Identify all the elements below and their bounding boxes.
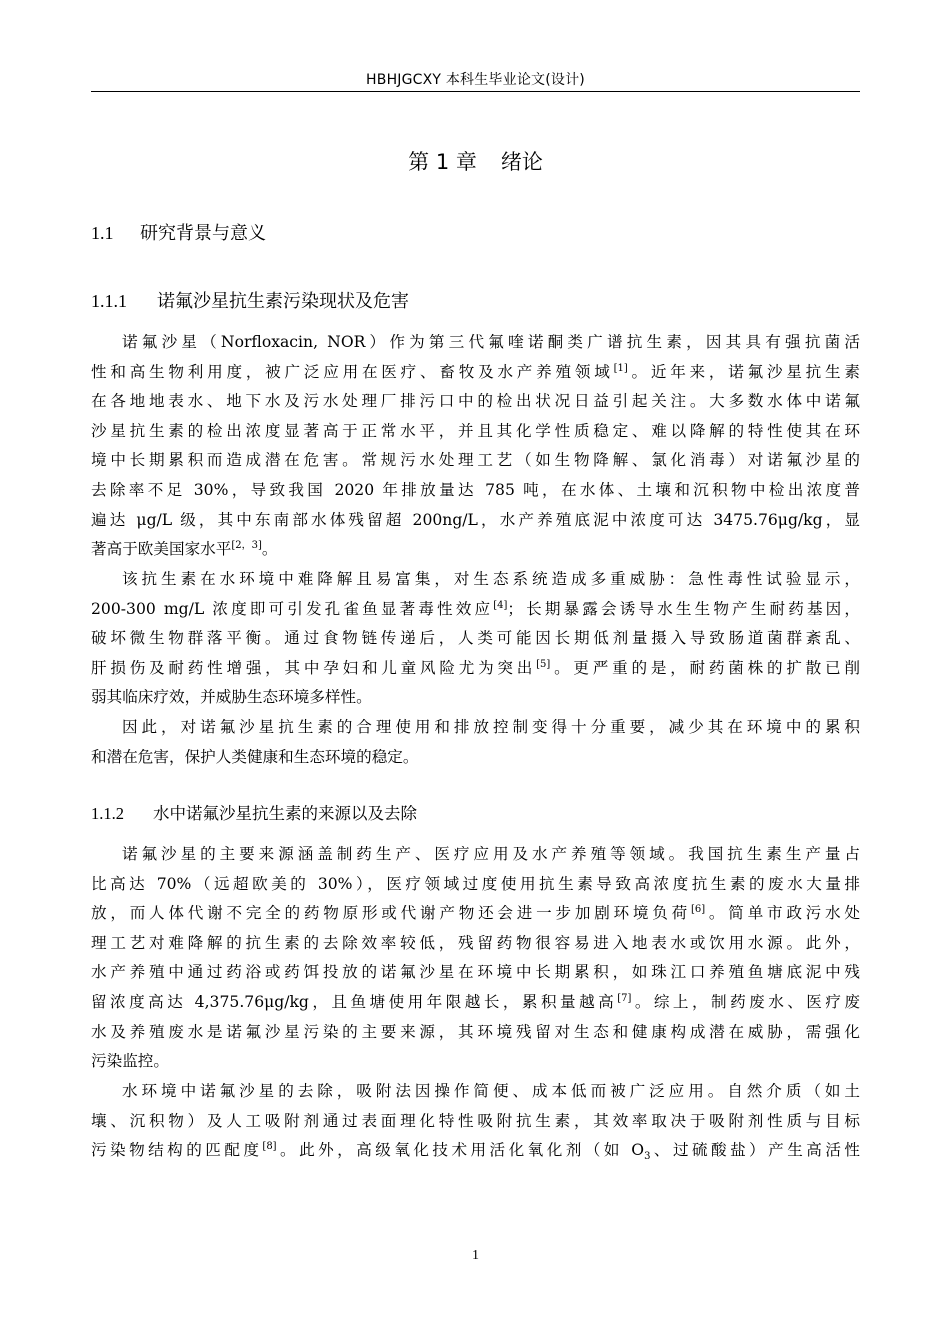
subscript: 3 [644,1151,651,1163]
section-number: 1.1.1 [91,291,127,311]
text-line: 200-300 mg/L 浓度即可引发孔雀鱼显著毒性效应[4]；长期暴露会诱导水生生物产生耐药基因， [91,599,860,618]
text-line: 境中长期累积而造成潜在危害。常规污水处理工艺（如生物降解、氯化消毒）对诺氟沙星的 [91,451,860,470]
chapter-title [91,145,860,179]
text-line: 去除率不足 30%，导致我国 2020 年排放量达 785 吨，在水体、土壤和沉积物中检出浓度普 [91,480,860,499]
text-line: 水产养殖中通过药浴或药饵投放的诺氟沙星在环境中长期累积，如珠江口养殖鱼塘底泥中残 [91,963,860,982]
citation-ref: [4] [493,599,508,611]
text-line: 在各地地表水、地下水及污水处理厂排污口中的检出状况日益引起关注。大多数水体中诺氟 [91,392,860,411]
citation-ref: [1] [613,362,628,374]
section-number: 1.1.2 [91,804,124,823]
text-line: 性和高生物利用度，被广泛应用在医疗、畜牧及水产养殖领域[1]。近年来，诺氟沙星抗生素 [91,362,860,381]
chapter-name: 绪论 [500,150,543,174]
paragraph-5 [91,1077,860,1166]
citation-ref: [8] [262,1141,277,1152]
paragraph-2 [91,565,860,713]
section-title: 诺氟沙星抗生素污染现状及危害 [157,291,409,312]
text-line: 诺氟沙星（Norfloxacin, NOR）作为第三代氟喹诺酮类广谱抗生素，因其具有强抗菌活 [122,333,860,351]
citation-ref: [5] [536,658,551,670]
header-rule [91,91,860,92]
text-line: 破坏微生物群落平衡。通过食物链传递后，人类可能因长期低剂量摄入导致肠道菌群紊乱、 [91,629,860,648]
text-line: 和潜在危害，保护人类健康和生态环境的稳定。 [91,747,419,766]
page-number: 1 [472,1248,479,1263]
section-heading-1-1-1 [91,287,409,316]
text-line: 肝损伤及耐药性增强，其中孕妇和儿童风险尤为突出[5]。更严重的是，耐药菌株的扩散已削 [91,658,860,677]
section-title: 水中诺氟沙星抗生素的来源以及去除 [153,804,417,823]
section-heading-1-1-2 [91,800,417,828]
section-heading-1-1 [91,218,266,249]
text-line: 比高达 70%（远超欧美的 30%），医疗领域过度使用抗生素导致高浓度抗生素的废水大量排 [91,874,860,893]
paragraph-4 [91,840,860,1077]
chapter-number: 第 1 章 [408,150,477,174]
citation-ref: [7] [617,992,632,1004]
paragraph-3 [91,713,860,772]
text-line: 该抗生素在水环境中难降解且易富集，对生态系统造成多重威胁：急性毒性试验显示， [122,570,860,588]
text-line: 壤、沉积物）及人工吸附剂通过表面理化特性吸附抗生素，其效率取决于吸附剂性质与目标 [91,1111,860,1130]
running-header: HBHJGCXY 本科生毕业论文(设计) [366,72,585,88]
section-title: 研究背景与意义 [140,223,266,244]
text-line: 水环境中诺氟沙星的去除，吸附法因操作简便、成本低而被广泛应用。自然介质（如土 [122,1082,860,1100]
paragraph-1 [91,328,860,565]
text-line: 因此，对诺氟沙星抗生素的合理使用和排放控制变得十分重要，减少其在环境中的累积 [122,718,860,736]
text-line: 污染物结构的匹配度[8]。此外，高级氧化技术用活化氧化剂（如 $O_3$、过硫酸盐）产生高活性 [91,1141,860,1163]
citation-ref: [6] [690,904,706,915]
text-line: 水及养殖废水是诺氟沙星污染的主要来源，其环境残留对生态和健康构成潜在威胁，需强化 [91,1022,860,1041]
text-line: 遍达 μg/L 级，其中东南部水体残留超 200ng/L，水产养殖底泥中浓度可达 3475.76μg/kg，显 [91,510,860,529]
section-number: 1.1 [91,223,114,243]
text-line: 放，而人体代谢不完全的药物原形或代谢产物还会进一步加剧环境负荷[6]。简单市政污水处 [91,904,860,923]
text-line: 诺氟沙星的主要来源涵盖制药生产、医疗应用及水产养殖等领域。我国抗生素生产量占 [122,845,860,863]
text-line: 沙星抗生素的检出浓度显著高于正常水平，并且其化学性质稳定、难以降解的特性使其在环 [91,421,860,440]
text-line: 污染监控。 [91,1052,169,1071]
citation-ref: [2，3] [231,539,262,551]
text-line: 弱其临床疗效，并威胁生态环境多样性。 [91,688,372,707]
text-line: 理工艺对难降解的抗生素的去除效率较低，残留药物很容易进入地表水或饮用水源。此外， [91,933,860,952]
text-line: 著高于欧美国家水平[2，3]。 [91,539,278,559]
text-line: 留浓度高达 4,375.76μg/kg，且鱼塘使用年限越长，累积量越高[7]。综上，制药废水、医疗废 [91,992,860,1011]
